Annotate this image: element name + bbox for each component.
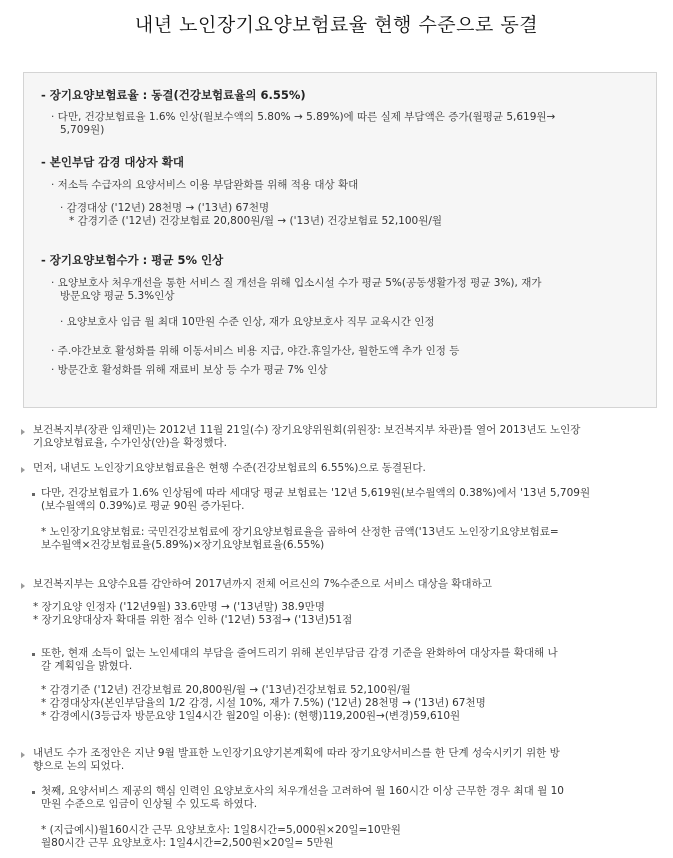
summary-heading-fee: - 장기요양보험수가 : 평균 5% 인상: [41, 253, 224, 267]
note-text: 보수월액×건강보험료율(5.89%)×장기요양보험료율(6.55%): [41, 539, 325, 551]
summary-box: [23, 72, 657, 408]
note-text: * 노인장기요양보험료: 국민건강보험료에 장기요양보험료율을 곱하여 산정한 금액('13년도 노인장기요양보험료=: [41, 526, 559, 538]
note-text: * 감경대상자(본인부담율의 1/2 감경, 시설 10%, 재가 7.5%) ('12년) 28천명 → ('13년) 67천명: [41, 697, 486, 709]
summary-text: · 저소득 수급자의 요양서비스 이용 부담완화를 위해 적용 대상 확대: [51, 179, 359, 191]
note-text: * (지급예시)월160시간 근무 요양보호사: 1일8시간=5,000원×20일=10만원: [41, 824, 401, 836]
note-text: * 감경기준 ('12년) 건강보험료 20,800원/월 → ('13년)건강보험료 52,100원/월: [41, 684, 411, 696]
paragraph-text: 기요양보험료율, 수가인상(안)을 확정했다.: [33, 437, 227, 449]
note-text: * 장기요양 인정자 ('12년9월) 33.6만명 → ('13년말) 38.9만명: [33, 601, 325, 613]
sub-bullet-icon: [32, 653, 35, 656]
paragraph-text: 갈 계획임을 밝혔다.: [41, 660, 133, 672]
paragraph-bullet-icon: [21, 429, 25, 435]
summary-text: · 감경대상 ('12년) 28천명 → ('13년) 67천명: [60, 202, 270, 214]
paragraph-text: (보수월액의 0.39%)로 평균 90원 증가된다.: [41, 500, 245, 512]
paragraph-text: 또한, 현재 소득이 없는 노인세대의 부담을 줄여드리기 위해 본인부담금 감경 기준을 완화하여 대상자를 확대해 나: [41, 647, 558, 659]
note-text: * 감경예시(3등급자 방문요양 1일4시간 월20일 이용): (현행)119,200원→(변경)59,610원: [41, 710, 461, 722]
note-text: 월80시간 근무 요양보호사: 1일4시간=2,500원×20일= 5만원: [41, 837, 334, 849]
paragraph-bullet-icon: [21, 752, 25, 758]
note-text: * 장기요양대상자 확대를 위한 점수 인하 ('12년) 53점→ ('13년)51점: [33, 614, 353, 626]
summary-text: · 다만, 건강보험료율 1.6% 인상(월보수액의 5.80% → 5.89%)에 따른 실제 부담액은 증가(월평균 5,619원→: [51, 111, 556, 123]
page-title: 내년 노인장기요양보험료율 현행 수준으로 동결: [134, 14, 539, 36]
paragraph-text: 첫째, 요양서비스 제공의 핵심 인력인 요양보호사의 처우개선을 고려하여 월 160시간 이상 근무한 경우 최대 월 10: [41, 785, 564, 797]
paragraph-text: 만원 수준으로 임금이 인상될 수 있도록 하였다.: [41, 798, 258, 810]
paragraph-text: 먼저, 내년도 노인장기요양보험료율은 현행 수준(건강보험료의 6.55%)으로 동결된다.: [33, 462, 426, 474]
summary-text: · 요양보호사 처우개선을 통한 서비스 질 개선을 위해 입소시설 수가 평균 5%(공동생활가정 평균 3%), 재가: [51, 277, 542, 289]
summary-heading-copay: - 본인부담 감경 대상자 확대: [41, 155, 184, 169]
paragraph-text: 다만, 건강보험료가 1.6% 인상됨에 따라 세대당 평균 보험료는 '12년 5,619원(보수월액의 0.38%)에서 '13년 5,709원: [41, 487, 591, 499]
paragraph-text: 보건복지부는 요양수요를 감안하여 2017년까지 전체 어르신의 7%수준으로 서비스 대상을 확대하고: [33, 578, 492, 590]
sub-bullet-icon: [32, 493, 35, 496]
paragraph-bullet-icon: [21, 583, 25, 589]
paragraph-text: 내년도 수가 조정안은 지난 9월 발표한 노인장기요양기본계획에 따라 장기요양서비스를 한 단계 성숙시키기 위한 방: [33, 747, 560, 759]
sub-bullet-icon: [32, 791, 35, 794]
paragraph-bullet-icon: [21, 467, 25, 473]
paragraph-text: 향으로 논의 되었다.: [33, 760, 125, 772]
summary-note: * 감경기준 ('12년) 건강보험료 20,800원/월 → ('13년) 건강보험료 52,100원/월: [69, 215, 443, 227]
summary-text: · 방문간호 활성화를 위해 재료비 보상 등 수가 평균 7% 인상: [51, 364, 328, 376]
summary-heading-premium: - 장기요양보험료율 : 동결(건강보험료율의 6.55%): [41, 88, 306, 102]
summary-text: 방문요양 평균 5.3%인상: [60, 290, 175, 302]
summary-text: · 요양보호사 임금 월 최대 10만원 수준 인상, 재가 요양보호사 직무 교육시간 인정: [60, 316, 435, 328]
summary-text: · 주.야간보호 활성화를 위해 이동서비스 비용 지급, 야간.휴일가산, 월한도액 추가 인정 등: [51, 345, 460, 357]
summary-text: 5,709원): [60, 124, 105, 136]
paragraph-text: 보건복지부(장관 임채민)는 2012년 11월 21일(수) 장기요양위원회(위원장: 보건복지부 차관)를 열어 2013년도 노인장: [33, 424, 581, 436]
